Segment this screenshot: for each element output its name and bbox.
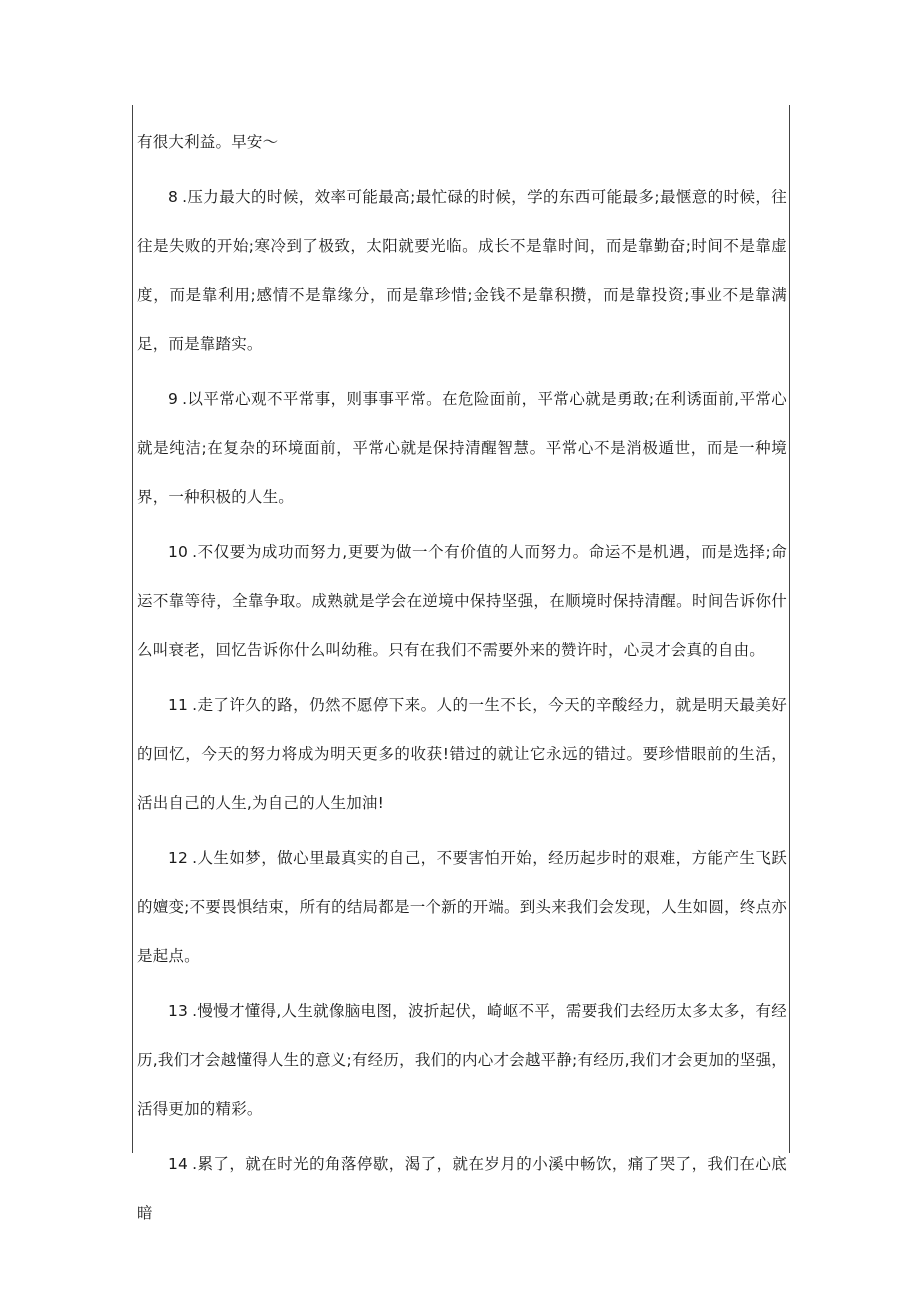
paragraph-text: .累了，就在时光的角落停歇，渴了，就在岁月的小溪中畅饮，痛了哭了，我们在心底暗: [137, 1155, 787, 1222]
paragraph-text: .不仅要为成功而努力,更要为做一个有价值的人而努力。命运不是机遇，而是选择;命运不靠等待，全靠争取。成熟就是学会在逆境中保持坚强，在顺境时保持清醒。时间告诉你什么叫衰老，回忆告诉你什么叫幼稚。只有在我们不需要外来的赞许时，心灵才会真的自由。: [137, 543, 787, 659]
paragraph-number: 13: [168, 1002, 189, 1020]
paragraph-8: [137, 173, 787, 369]
paragraph-number: 12: [168, 849, 189, 867]
paragraph-9: [137, 375, 787, 522]
paragraph-10: [137, 528, 787, 675]
paragraph-11: [137, 681, 787, 828]
paragraph-text: .以平常心观不平常事，则事事平常。在危险面前，平常心就是勇敢;在利诱面前,平常心就是纯洁;在复杂的环境面前，平常心就是保持清醒智慧。平常心不是消极遁世，而是一种境界，一种积极的人生。: [137, 390, 787, 506]
paragraph-14: [137, 1140, 787, 1238]
paragraph-13: [137, 987, 787, 1134]
paragraph-number: 11: [168, 696, 189, 714]
paragraph-text: .慢慢才懂得,人生就像脑电图，波折起伏，崎岖不平，需要我们去经历太多太多，有经历,我们才会越懂得人生的意义;有经历，我们的内心才会越平静;有经历,我们才会更加的坚强，活得更加的精彩。: [137, 1002, 787, 1118]
paragraph-number: 14: [168, 1155, 189, 1173]
paragraph-text: .压力最大的时候，效率可能最高;最忙碌的时候，学的东西可能最多;最惬意的时候，往往是失败的开始;寒冷到了极致，太阳就要光临。成长不是靠时间，而是靠勤奋;时间不是靠虚度，而是靠利用;感情不是靠缘分，而是靠珍惜;金钱不是靠积攒，而是靠投资;事业不是靠满足，而是靠踏实。: [137, 188, 787, 353]
document-body: [137, 118, 787, 1244]
lead-line: 有很大利益。早安〜: [137, 133, 279, 151]
paragraph-number: 9: [168, 390, 179, 408]
paragraph-number: 10: [168, 543, 189, 561]
paragraph-text: .走了许久的路，仍然不愿停下来。人的一生不长，今天的辛酸经力，就是明天最美好的回忆，今天的努力将成为明天更多的收获!错过的就让它永远的错过。要珍惜眼前的生活，活出自己的人生,为自己的人生加油!: [137, 696, 787, 812]
paragraph-text: .人生如梦，做心里最真实的自己，不要害怕开始，经历起步时的艰难，方能产生飞跃的嬗变;不要畏惧结束，所有的结局都是一个新的开端。到头来我们会发现，人生如圆，终点亦是起点。: [137, 849, 787, 965]
paragraph-12: [137, 834, 787, 981]
paragraph-number: 8: [168, 188, 179, 206]
